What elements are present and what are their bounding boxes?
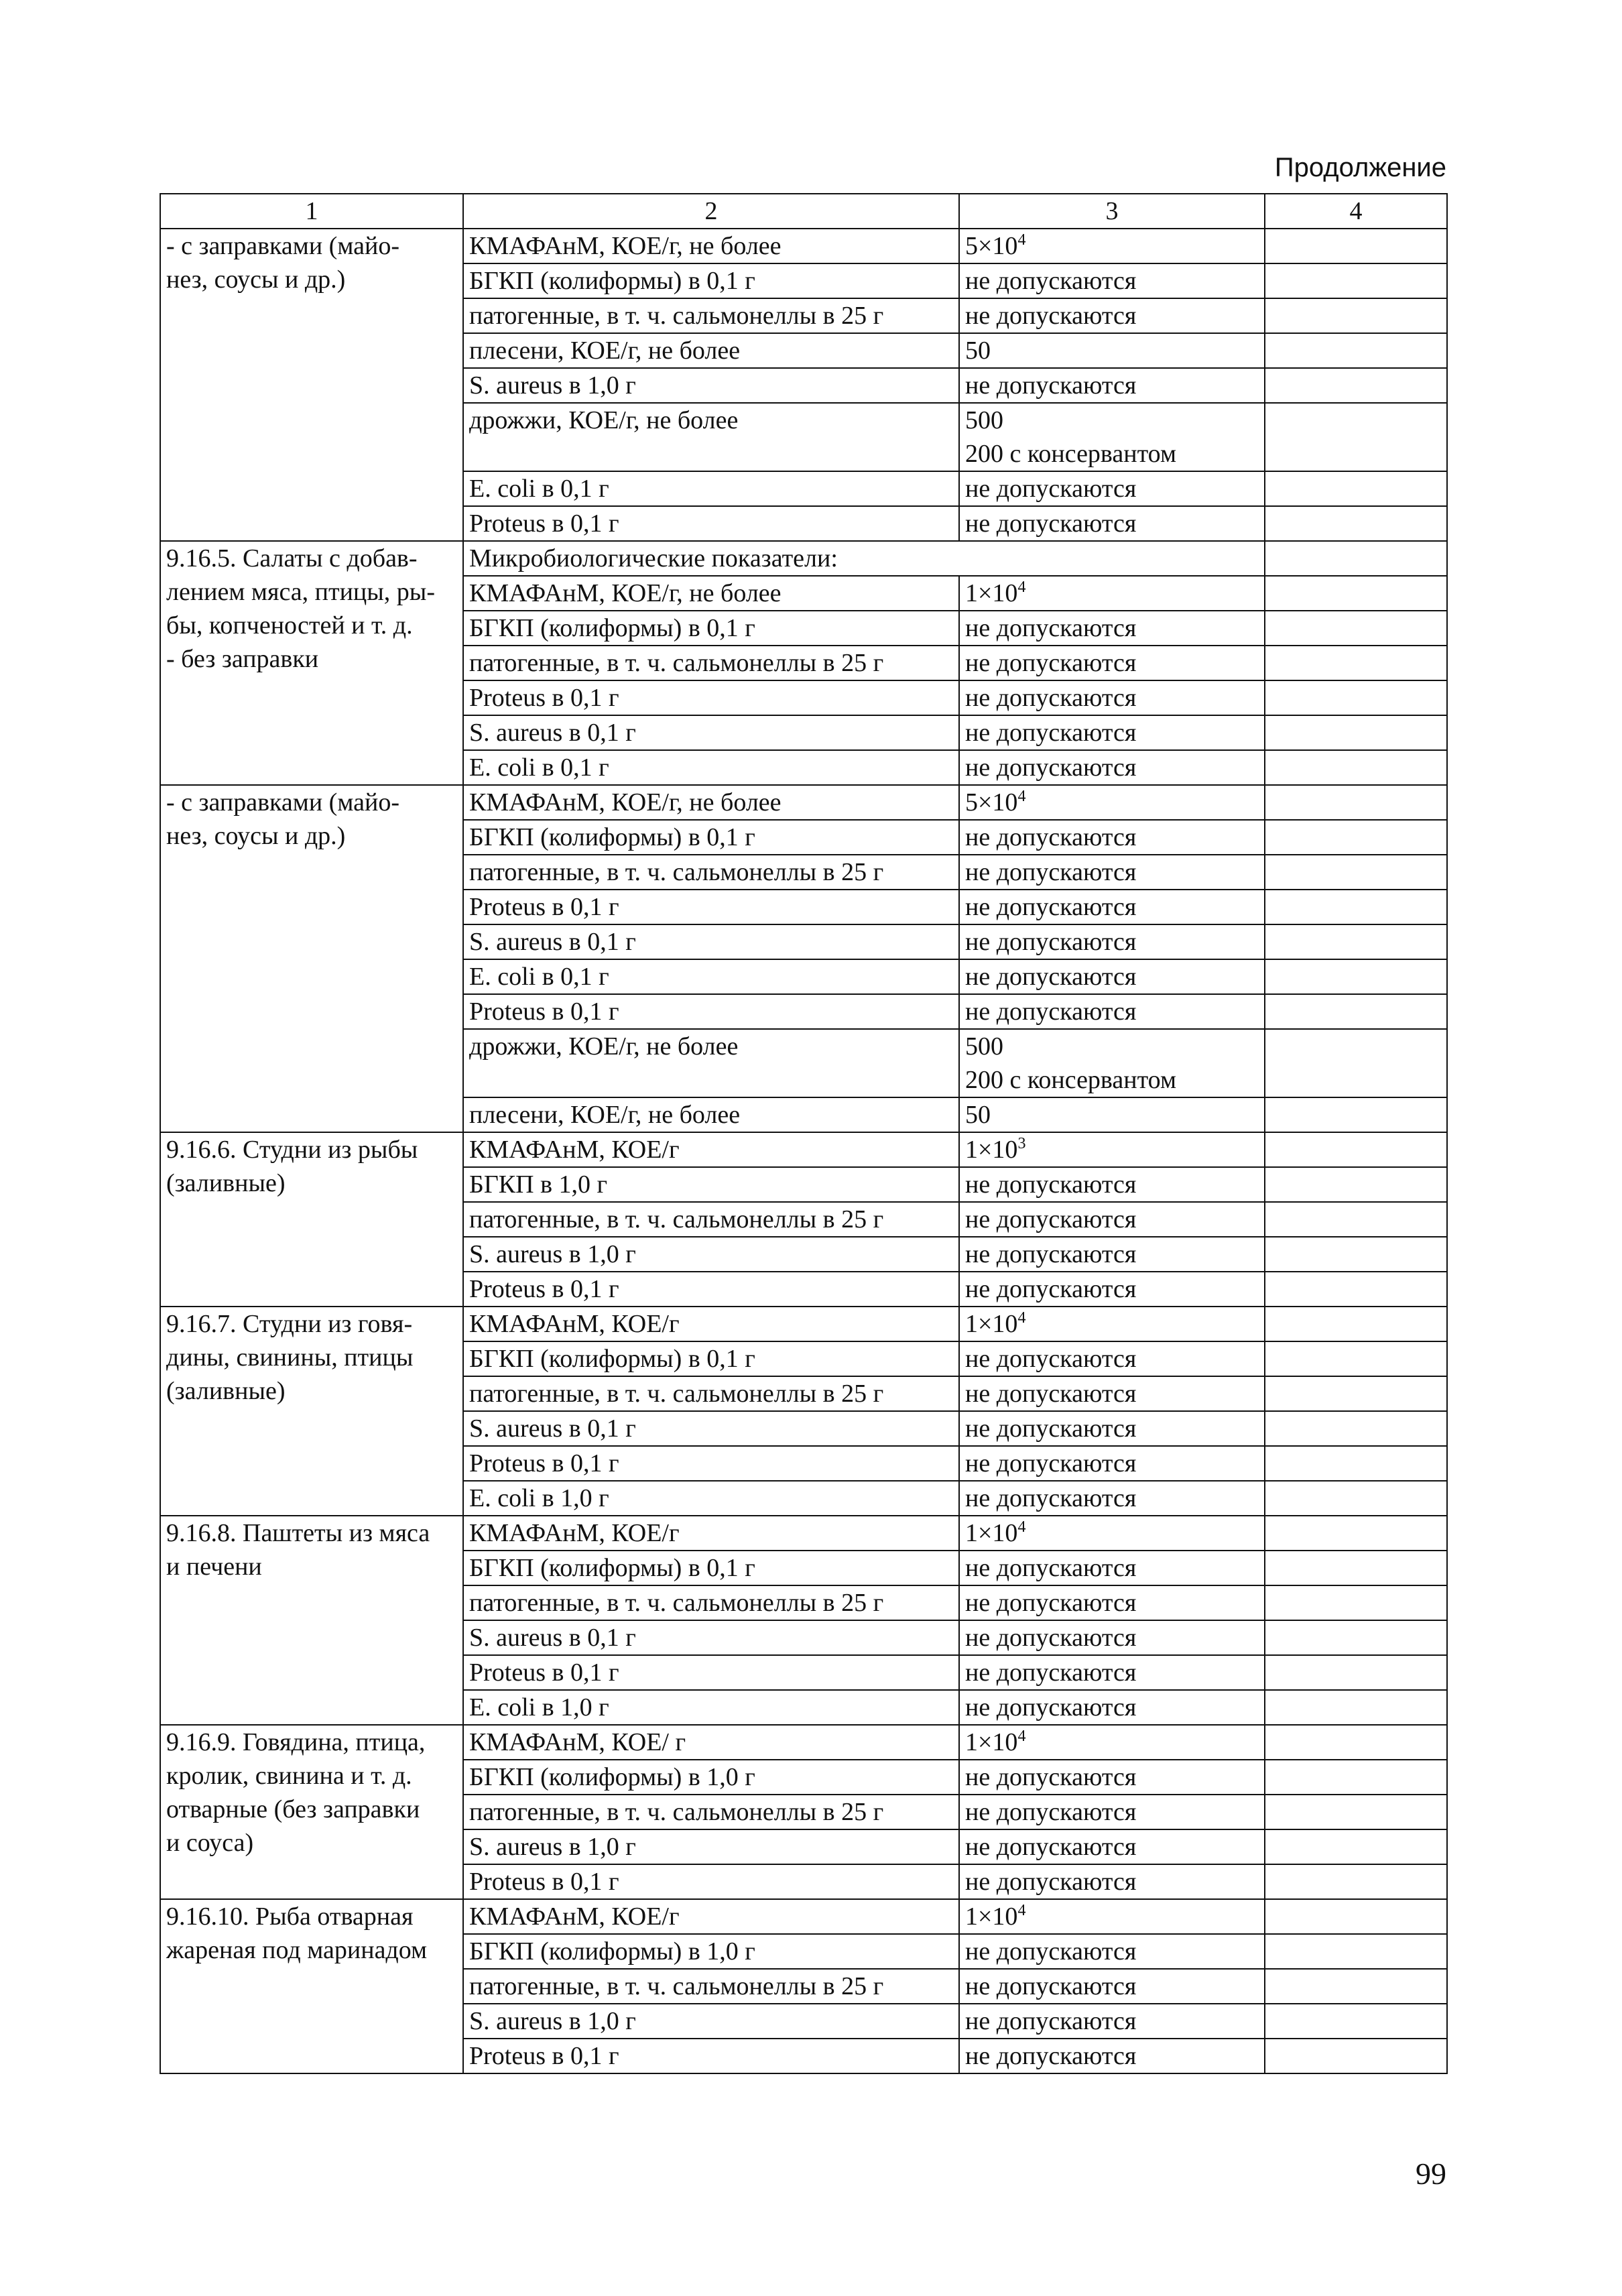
table-row <box>160 1899 1447 1934</box>
norm-cell: не допускаются <box>959 715 1265 750</box>
note-cell <box>1265 471 1447 506</box>
page-number: 99 <box>1416 2157 1446 2191</box>
norm-cell: не допускаются <box>959 1446 1265 1481</box>
indicator-cell: S. aureus в 1,0 г <box>463 1237 959 1272</box>
norm-exponent: 4 <box>1017 579 1026 596</box>
norm-cell: 50 <box>959 333 1265 368</box>
norm-cell: 50 <box>959 1097 1265 1132</box>
note-cell <box>1265 1167 1447 1202</box>
norm-cell: не допускаются <box>959 1376 1265 1411</box>
norm-cell: не допускаются <box>959 646 1265 680</box>
indicator-cell: БГКП (колиформы) в 0,1 г <box>463 611 959 646</box>
indicator-cell: Proteus в 0,1 г <box>463 2039 959 2073</box>
indicator-cell: S. aureus в 0,1 г <box>463 715 959 750</box>
indicator-cell: S. aureus в 0,1 г <box>463 1411 959 1446</box>
norm-cell: не допускаются <box>959 1237 1265 1272</box>
note-cell <box>1265 611 1447 646</box>
indicator-cell: E. coli в 0,1 г <box>463 471 959 506</box>
norm-base: 1×10 <box>965 579 1018 607</box>
norm-cell <box>959 1899 1265 1934</box>
note-cell <box>1265 1585 1447 1620</box>
norm-exponent: 4 <box>1017 231 1026 249</box>
norm-cell: не допускаются <box>959 1829 1265 1864</box>
indicator-cell: Proteus в 0,1 г <box>463 1272 959 1307</box>
note-cell <box>1265 959 1447 994</box>
norm-cell: не допускаются <box>959 890 1265 924</box>
continuation-label: Продолжение <box>1274 153 1446 182</box>
norm-cell: не допускаются <box>959 1411 1265 1446</box>
table-row <box>160 1516 1447 1551</box>
note-cell <box>1265 1411 1447 1446</box>
note-cell <box>1265 1725 1447 1760</box>
indicator-cell: БГКП в 1,0 г <box>463 1167 959 1202</box>
product-cell: - с заправками (майо- нез, соусы и др.) <box>160 785 463 1132</box>
norm-cell: не допускаются <box>959 1655 1265 1690</box>
indicator-cell: патогенные, в т. ч. сальмонеллы в 25 г <box>463 1202 959 1237</box>
indicator-cell: дрожжи, КОЕ/г, не более <box>463 1029 959 1097</box>
indicator-cell: КМАФАнМ, КОЕ/г <box>463 1516 959 1551</box>
norm-cell: не допускаются <box>959 820 1265 855</box>
norm-cell: не допускаются <box>959 1934 1265 1969</box>
norm-base: 5×10 <box>965 788 1018 817</box>
norm-cell: 500 200 с консервантом <box>959 1029 1265 1097</box>
norm-base: 1×10 <box>965 1136 1018 1164</box>
note-cell <box>1265 1899 1447 1934</box>
norm-cell <box>959 1725 1265 1760</box>
indicator-cell: Proteus в 0,1 г <box>463 994 959 1029</box>
note-cell <box>1265 1516 1447 1551</box>
norm-exponent: 4 <box>1017 1518 1026 1536</box>
note-cell <box>1265 1132 1447 1167</box>
note-cell <box>1265 750 1447 785</box>
norm-base: 1×10 <box>965 1310 1018 1338</box>
norm-exponent: 4 <box>1017 788 1026 805</box>
norm-exponent: 4 <box>1017 1902 1026 1919</box>
indicator-cell: КМАФАнМ, КОЕ/ г <box>463 1725 959 1760</box>
indicator-cell: Proteus в 0,1 г <box>463 506 959 541</box>
column-header: 3 <box>959 194 1265 229</box>
note-cell <box>1265 1690 1447 1725</box>
indicator-cell: плесени, КОЕ/г, не более <box>463 333 959 368</box>
indicator-cell: Proteus в 0,1 г <box>463 1655 959 1690</box>
norm-cell <box>959 576 1265 611</box>
indicator-cell: S. aureus в 0,1 г <box>463 1620 959 1655</box>
norm-exponent: 4 <box>1017 1728 1026 1745</box>
indicator-cell: Proteus в 0,1 г <box>463 890 959 924</box>
note-cell <box>1265 1272 1447 1307</box>
norm-cell: не допускаются <box>959 1969 1265 2004</box>
note-cell <box>1265 333 1447 368</box>
norm-cell <box>959 785 1265 820</box>
note-cell <box>1265 576 1447 611</box>
norm-cell: не допускаются <box>959 2039 1265 2073</box>
indicator-cell: E. coli в 0,1 г <box>463 750 959 785</box>
indicator-cell: патогенные, в т. ч. сальмонеллы в 25 г <box>463 1585 959 1620</box>
norm-cell: не допускаются <box>959 750 1265 785</box>
norm-cell <box>959 229 1265 263</box>
note-cell <box>1265 2004 1447 2039</box>
indicator-cell: патогенные, в т. ч. сальмонеллы в 25 г <box>463 646 959 680</box>
norm-exponent: 4 <box>1017 1309 1026 1327</box>
norm-cell: не допускаются <box>959 994 1265 1029</box>
norm-cell: не допускаются <box>959 1272 1265 1307</box>
norm-cell <box>959 1516 1265 1551</box>
norm-cell: не допускаются <box>959 1481 1265 1516</box>
note-cell <box>1265 1202 1447 1237</box>
note-cell <box>1265 1620 1447 1655</box>
norm-base: 5×10 <box>965 232 1018 260</box>
product-cell: 9.16.6. Студни из рыбы (заливные) <box>160 1132 463 1307</box>
note-cell <box>1265 1029 1447 1097</box>
note-cell <box>1265 1934 1447 1969</box>
section-heading-cell: Микробиологические показатели: <box>463 541 1265 576</box>
indicator-cell: E. coli в 1,0 г <box>463 1690 959 1725</box>
product-cell: - с заправками (майо- нез, соусы и др.) <box>160 229 463 541</box>
table-row <box>160 1725 1447 1760</box>
note-cell <box>1265 1864 1447 1899</box>
product-cell: 9.16.5. Салаты с добав- лением мяса, птицы, ры- бы, копченостей и т. д. - без заправки <box>160 541 463 785</box>
microbiology-table <box>160 193 1448 2074</box>
norm-cell: не допускаются <box>959 680 1265 715</box>
norm-cell: не допускаются <box>959 1795 1265 1829</box>
note-cell <box>1265 298 1447 333</box>
note-cell <box>1265 785 1447 820</box>
indicator-cell: БГКП (колиформы) в 0,1 г <box>463 1551 959 1585</box>
indicator-cell: патогенные, в т. ч. сальмонеллы в 25 г <box>463 855 959 890</box>
note-cell <box>1265 646 1447 680</box>
norm-cell: не допускаются <box>959 611 1265 646</box>
note-cell <box>1265 924 1447 959</box>
indicator-cell: Proteus в 0,1 г <box>463 1446 959 1481</box>
product-cell: 9.16.7. Студни из говя- дины, свинины, птицы (заливные) <box>160 1307 463 1516</box>
table-row <box>160 1132 1447 1167</box>
column-header: 1 <box>160 194 463 229</box>
note-cell <box>1265 403 1447 471</box>
table-body <box>160 194 1447 2073</box>
indicator-cell: E. coli в 0,1 г <box>463 959 959 994</box>
indicator-cell: патогенные, в т. ч. сальмонеллы в 25 г <box>463 1795 959 1829</box>
indicator-cell: S. aureus в 1,0 г <box>463 368 959 403</box>
norm-cell: не допускаются <box>959 263 1265 298</box>
note-cell <box>1265 994 1447 1029</box>
note-cell <box>1265 229 1447 263</box>
indicator-cell: Proteus в 0,1 г <box>463 680 959 715</box>
note-cell <box>1265 1760 1447 1795</box>
note-cell <box>1265 855 1447 890</box>
norm-cell: не допускаются <box>959 368 1265 403</box>
norm-exponent: 3 <box>1017 1135 1026 1152</box>
note-cell <box>1265 2039 1447 2073</box>
indicator-cell: S. aureus в 0,1 г <box>463 924 959 959</box>
table-row <box>160 1307 1447 1341</box>
note-cell <box>1265 1446 1447 1481</box>
norm-cell <box>959 1132 1265 1167</box>
indicator-cell: Proteus в 0,1 г <box>463 1864 959 1899</box>
indicator-cell: плесени, КОЕ/г, не более <box>463 1097 959 1132</box>
note-cell <box>1265 1481 1447 1516</box>
note-cell <box>1265 715 1447 750</box>
note-cell <box>1265 1655 1447 1690</box>
norm-cell: не допускаются <box>959 1760 1265 1795</box>
indicator-cell: БГКП (колиформы) в 1,0 г <box>463 1760 959 1795</box>
norm-cell: не допускаются <box>959 298 1265 333</box>
product-cell: 9.16.10. Рыба отварная жареная под маринадом <box>160 1899 463 2073</box>
indicator-cell: БГКП (колиформы) в 0,1 г <box>463 820 959 855</box>
table-row <box>160 785 1447 820</box>
norm-cell: не допускаются <box>959 1690 1265 1725</box>
note-cell <box>1265 680 1447 715</box>
note-cell <box>1265 1795 1447 1829</box>
indicator-cell: БГКП (колиформы) в 1,0 г <box>463 1934 959 1969</box>
indicator-cell: КМАФАнМ, КОЕ/г, не более <box>463 785 959 820</box>
indicator-cell: патогенные, в т. ч. сальмонеллы в 25 г <box>463 1969 959 2004</box>
norm-base: 1×10 <box>965 1519 1018 1547</box>
indicator-cell: БГКП (колиформы) в 0,1 г <box>463 1341 959 1376</box>
column-header: 2 <box>463 194 959 229</box>
note-cell <box>1265 263 1447 298</box>
indicator-cell: КМАФАнМ, КОЕ/г, не более <box>463 576 959 611</box>
norm-cell: не допускаются <box>959 855 1265 890</box>
note-cell <box>1265 1551 1447 1585</box>
norm-cell <box>959 1307 1265 1341</box>
note-cell <box>1265 506 1447 541</box>
note-cell <box>1265 1097 1447 1132</box>
note-cell <box>1265 1237 1447 1272</box>
norm-cell: не допускаются <box>959 1341 1265 1376</box>
norm-cell: не допускаются <box>959 1202 1265 1237</box>
indicator-cell: КМАФАнМ, КОЕ/г <box>463 1899 959 1934</box>
indicator-cell: дрожжи, КОЕ/г, не более <box>463 403 959 471</box>
norm-cell: не допускаются <box>959 959 1265 994</box>
indicator-cell: E. coli в 1,0 г <box>463 1481 959 1516</box>
norm-base: 1×10 <box>965 1728 1018 1756</box>
norm-cell: не допускаются <box>959 1620 1265 1655</box>
norm-cell: не допускаются <box>959 1585 1265 1620</box>
norm-cell: не допускаются <box>959 1864 1265 1899</box>
table-row <box>160 541 1447 576</box>
norm-cell: не допускаются <box>959 924 1265 959</box>
note-cell <box>1265 541 1447 576</box>
note-cell <box>1265 1376 1447 1411</box>
note-cell <box>1265 1341 1447 1376</box>
note-cell <box>1265 820 1447 855</box>
indicator-cell: S. aureus в 1,0 г <box>463 2004 959 2039</box>
indicator-cell: КМАФАнМ, КОЕ/г <box>463 1307 959 1341</box>
norm-cell: не допускаются <box>959 506 1265 541</box>
product-cell: 9.16.9. Говядина, птица, кролик, свинина и т. д. отварные (без заправки и соуса) <box>160 1725 463 1899</box>
indicator-cell: БГКП (колиформы) в 0,1 г <box>463 263 959 298</box>
indicator-cell: патогенные, в т. ч. сальмонеллы в 25 г <box>463 1376 959 1411</box>
norm-cell: не допускаются <box>959 1167 1265 1202</box>
note-cell <box>1265 368 1447 403</box>
norm-cell: не допускаются <box>959 471 1265 506</box>
norm-cell: не допускаются <box>959 2004 1265 2039</box>
indicator-cell: КМАФАнМ, КОЕ/г, не более <box>463 229 959 263</box>
norm-base: 1×10 <box>965 1902 1018 1931</box>
table-row <box>160 229 1447 263</box>
note-cell <box>1265 1969 1447 2004</box>
indicator-cell: S. aureus в 1,0 г <box>463 1829 959 1864</box>
note-cell <box>1265 1307 1447 1341</box>
note-cell <box>1265 890 1447 924</box>
norm-cell: 500 200 с консервантом <box>959 403 1265 471</box>
indicator-cell: патогенные, в т. ч. сальмонеллы в 25 г <box>463 298 959 333</box>
column-header: 4 <box>1265 194 1447 229</box>
product-cell: 9.16.8. Паштеты из мяса и печени <box>160 1516 463 1725</box>
norm-cell: не допускаются <box>959 1551 1265 1585</box>
column-number-row <box>160 194 1447 229</box>
note-cell <box>1265 1829 1447 1864</box>
indicator-cell: КМАФАнМ, КОЕ/г <box>463 1132 959 1167</box>
